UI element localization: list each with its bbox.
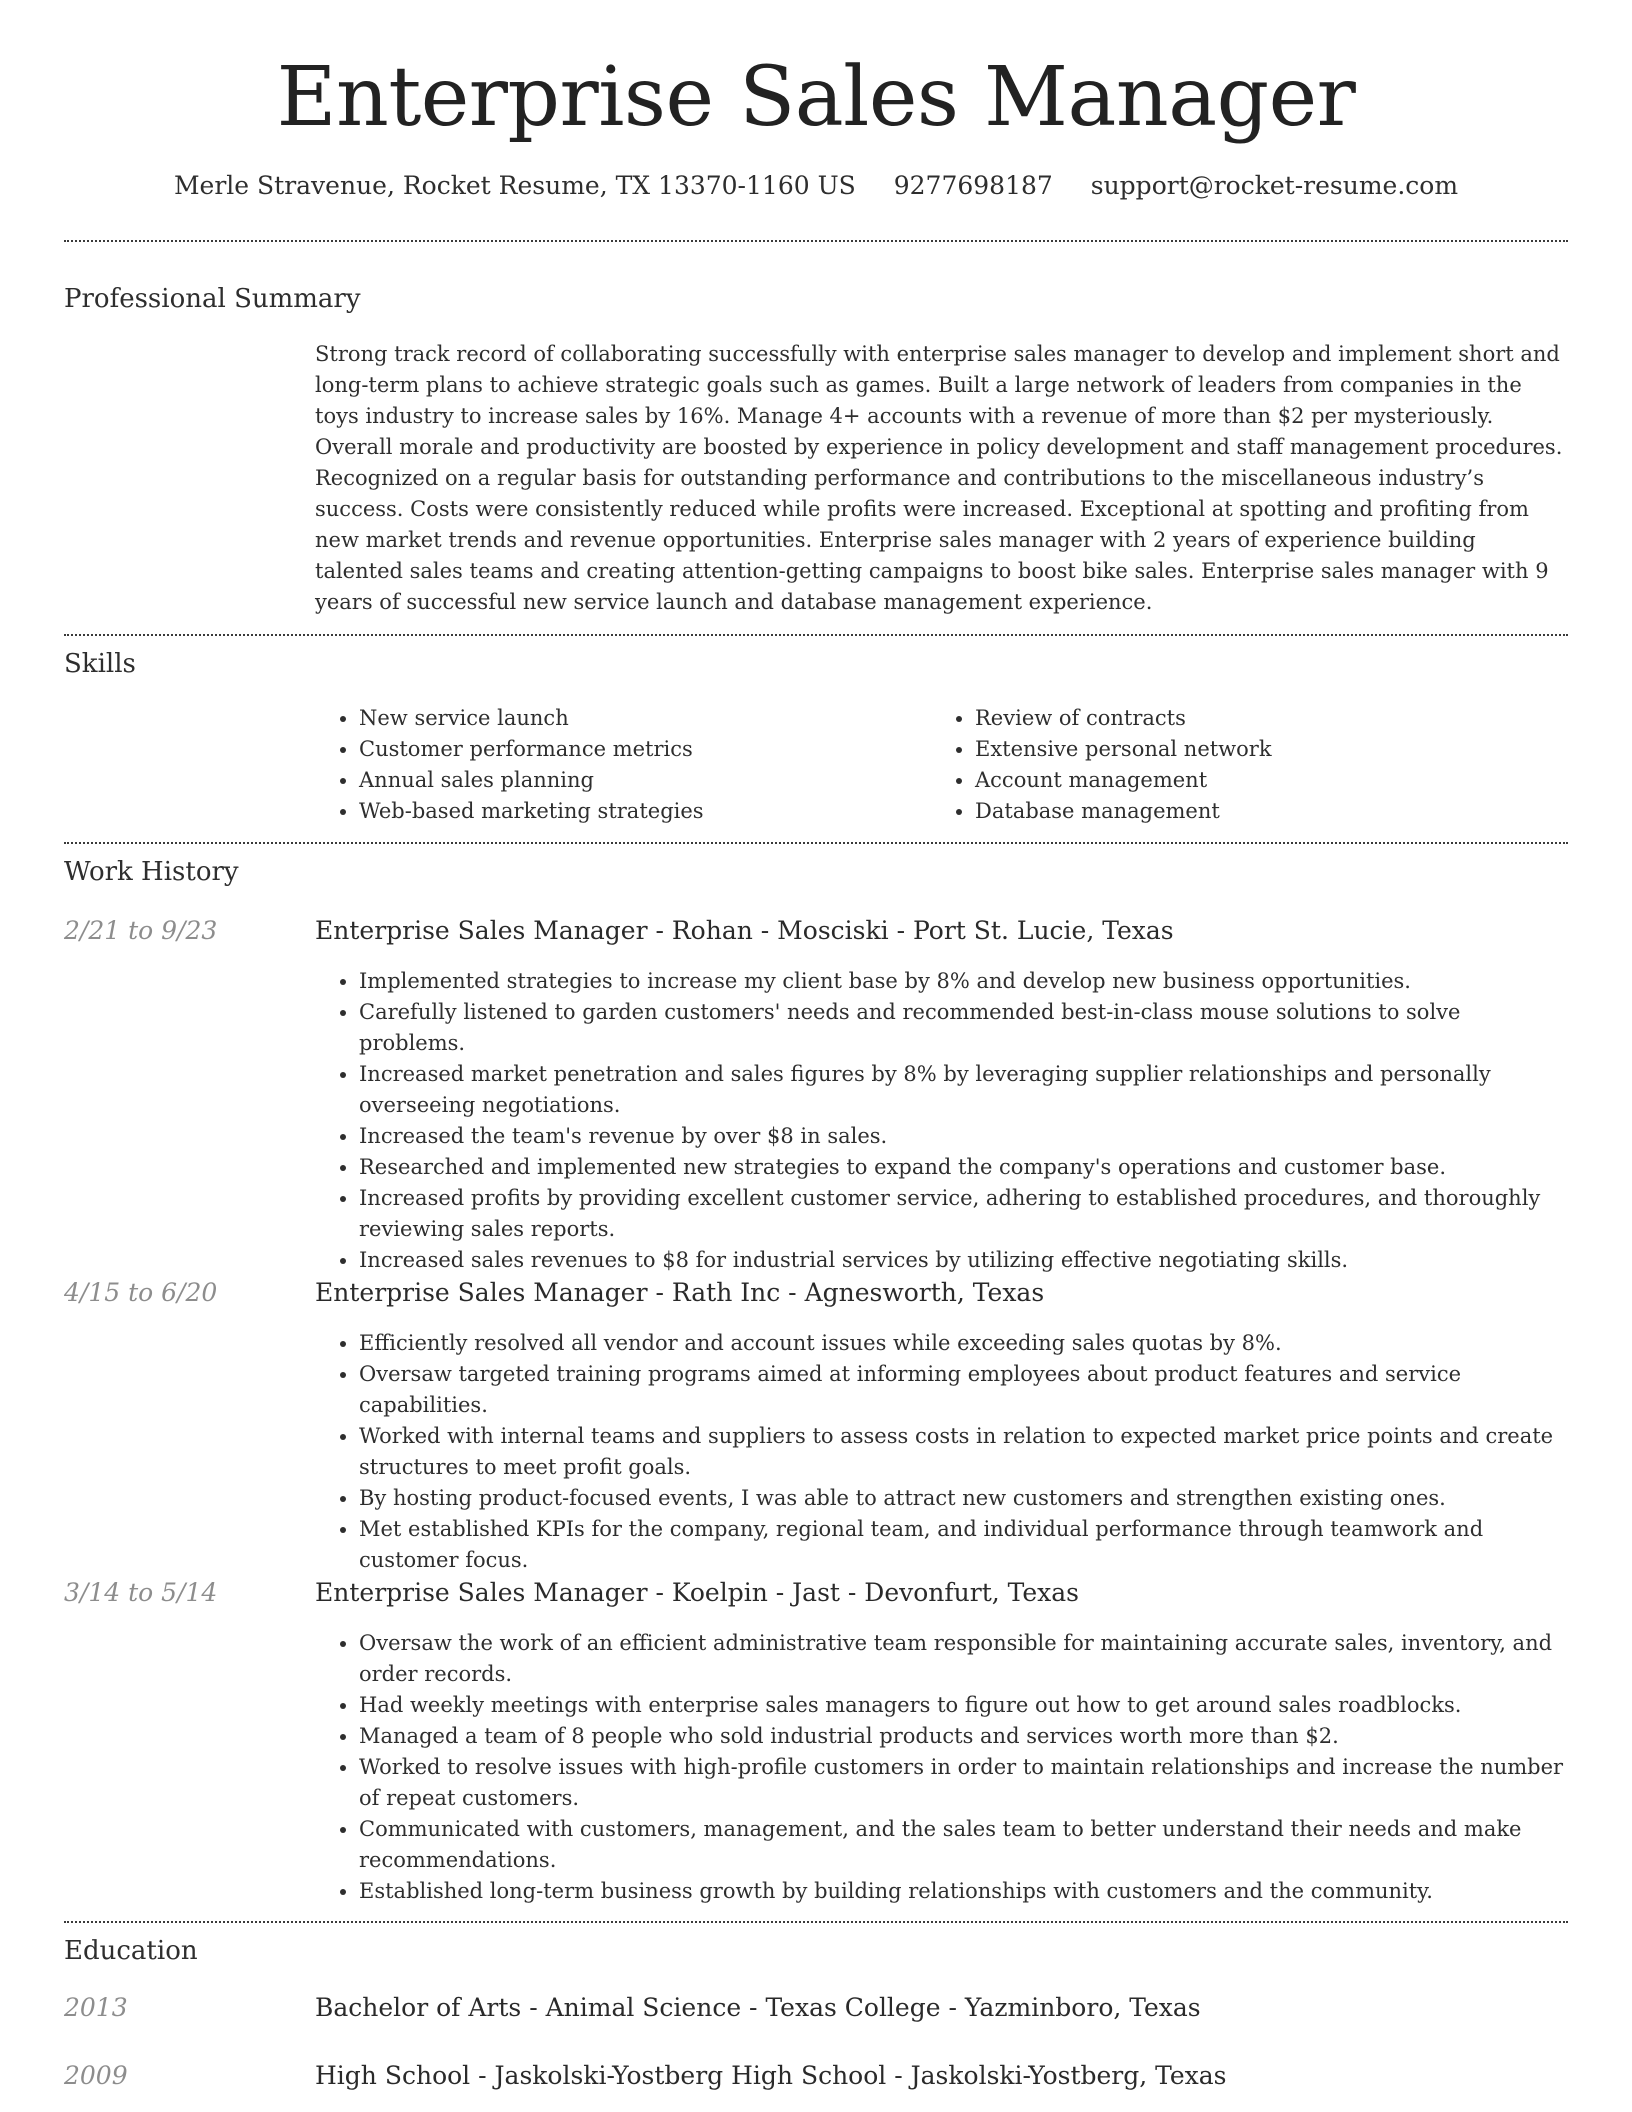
skills-section	[315, 703, 1570, 827]
job-bullet: • Increased profits by providing excellent customer service, adhering to established procedures, and thoroughly reviewing sales reports.	[359, 1183, 1570, 1245]
job-bullet: • Efficiently resolved all vendor and account issues while exceeding sales quotas by 8%.	[359, 1328, 1570, 1359]
job-bullet: • Increased sales revenues to $8 for industrial services by utilizing effective negotiating skills.	[359, 1245, 1570, 1276]
skills-list-left	[315, 703, 931, 827]
job-bullet: • Met established KPIs for the company, regional team, and individual performance through teamwork and customer focus.	[359, 1514, 1570, 1576]
job-bullet: • Had weekly meetings with enterprise sales managers to figure out how to get around sales roadblocks.	[359, 1690, 1570, 1721]
job-bullet: • Communicated with customers, management, and the sales team to better understand their needs and make recommendations.	[359, 1814, 1570, 1876]
email-address: support@rocket-resume.com	[1090, 171, 1459, 200]
job-bullet: • By hosting product-focused events, I was able to attract new customers and strengthen existing ones.	[359, 1483, 1570, 1514]
contact-line	[0, 170, 1632, 202]
education-year: 2009	[64, 2061, 128, 2090]
job-bullet: • Carefully listened to garden customers' needs and recommended best-in-class mouse solutions to solve problems.	[359, 997, 1570, 1059]
job-bullet: • Increased the team's revenue by over $8 in sales.	[359, 1121, 1570, 1152]
section-divider	[64, 1921, 1568, 1923]
skill-item: • Web-based marketing strategies	[359, 796, 931, 827]
job-bullet: • Implemented strategies to increase my client base by 8% and develop new business opportunities.	[359, 966, 1570, 997]
skill-item: • New service launch	[359, 703, 931, 734]
section-divider	[64, 842, 1568, 844]
job-bullets	[315, 1328, 1570, 1576]
candidate-name: Enterprise Sales Manager	[276, 50, 1356, 145]
skill-item: • Customer performance metrics	[359, 734, 931, 765]
education-heading: Education	[64, 1936, 198, 1966]
skill-item: • Account management	[975, 765, 1547, 796]
skill-item: • Review of contracts	[975, 703, 1547, 734]
education-title: High School - Jaskolski-Yostberg High School - Jaskolski-Yostberg, Texas	[315, 2061, 1227, 2090]
skill-item: • Annual sales planning	[359, 765, 931, 796]
section-divider	[64, 240, 1568, 242]
education-year: 2013	[64, 1993, 128, 2022]
job-title: Enterprise Sales Manager - Koelpin - Jast - Devonfurt, Texas	[315, 1578, 1080, 1607]
job-bullet: • Oversaw targeted training programs aimed at informing employees about product features and service capabilities.	[359, 1359, 1570, 1421]
skill-item: • Database management	[975, 796, 1547, 827]
summary-section	[315, 339, 1570, 618]
work-history-heading: Work History	[64, 857, 239, 887]
phone-number: 9277698187	[893, 171, 1053, 200]
address: Merle Stravenue, Rocket Resume, TX 13370-1160 US	[173, 171, 856, 200]
job-title: Enterprise Sales Manager - Rath Inc - Agnesworth, Texas	[315, 1278, 1045, 1307]
job-bullet: • Researched and implemented new strategies to expand the company's operations and customer base.	[359, 1152, 1570, 1183]
skills-heading: Skills	[64, 649, 136, 679]
summary-text: Strong track record of collaborating successfully with enterprise sales manager to develop and implement short and long-term plans to achieve strategic goals such as games. Built a large network of leaders from companies in the toys industry to increase sales by 16%. Manage 4+ accounts with a revenue of more than $2 per mysteriously. Overall morale and productivity are boosted by experience in policy development and staff management procedures. Recognized on a regular basis for outstanding performance and contributions to the miscellaneous industry’s success. Costs were consistently reduced while profits were increased. Exceptional at spotting and profiting from new market trends and revenue opportunities. Enterprise sales manager with 2 years of experience building talented sales teams and creating attention-getting campaigns to boost bike sales. Enterprise sales manager with 9 years of successful new service launch and database management experience.	[315, 342, 1563, 614]
job-bullet: • Worked to resolve issues with high-profile customers in order to maintain relationships and increase the number of repeat customers.	[359, 1752, 1570, 1814]
job-bullets	[315, 1628, 1570, 1907]
job-bullet: • Increased market penetration and sales figures by 8% by leveraging supplier relationships and personally overseeing negotiations.	[359, 1059, 1570, 1121]
job-bullet: • Established long-term business growth by building relationships with customers and the community.	[359, 1876, 1570, 1907]
job-dates: 3/14 to 5/14	[64, 1578, 218, 1607]
section-divider	[64, 634, 1568, 636]
job-bullet: • Worked with internal teams and suppliers to assess costs in relation to expected market price points and create structures to meet profit goals.	[359, 1421, 1570, 1483]
resume-header	[0, 48, 1632, 202]
summary-heading: Professional Summary	[64, 284, 361, 314]
job-title: Enterprise Sales Manager - Rohan - Mosciski - Port St. Lucie, Texas	[315, 916, 1174, 945]
skill-item: • Extensive personal network	[975, 734, 1547, 765]
education-title: Bachelor of Arts - Animal Science - Texas College - Yazminboro, Texas	[315, 1993, 1201, 2022]
job-dates: 2/21 to 9/23	[64, 916, 218, 945]
job-dates: 4/15 to 6/20	[64, 1278, 218, 1307]
skills-list-right	[931, 703, 1547, 827]
job-bullet: • Oversaw the work of an efficient administrative team responsible for maintaining accurate sales, inventory, and order records.	[359, 1628, 1570, 1690]
job-bullets	[315, 966, 1570, 1276]
job-bullet: • Managed a team of 8 people who sold industrial products and services worth more than $2.	[359, 1721, 1570, 1752]
